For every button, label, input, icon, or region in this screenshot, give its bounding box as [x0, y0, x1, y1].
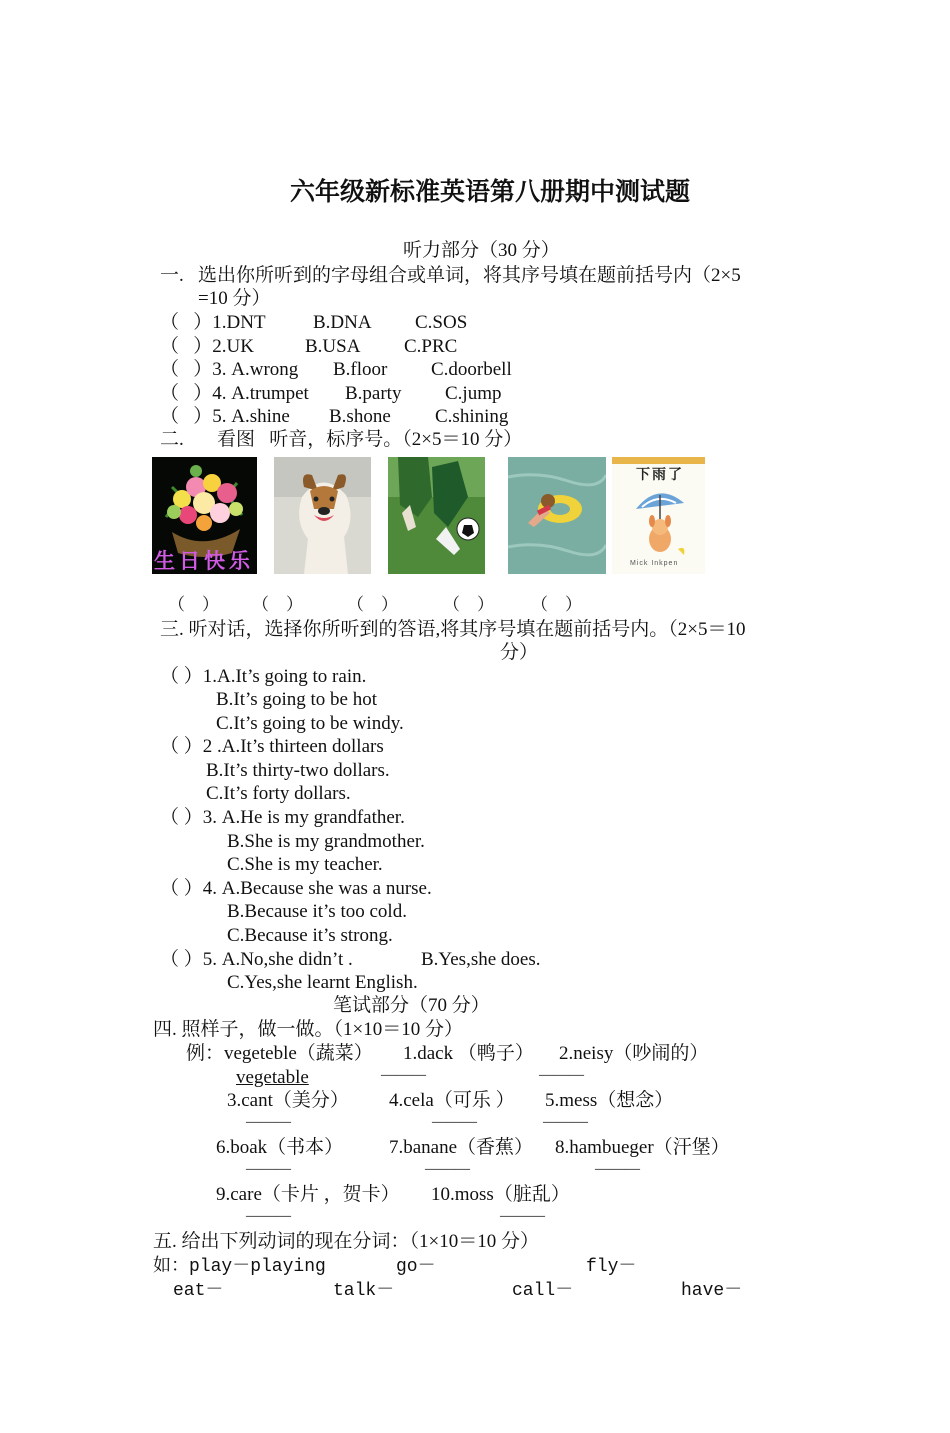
s4-word-7: 7.banane（香蕉） [389, 1137, 534, 1158]
s4-word-3: 3.cant（美分） [227, 1090, 349, 1111]
s4-word-10: 10.moss（脏乱） [431, 1184, 570, 1205]
rain-book-author: Mick Inkpen [630, 560, 679, 567]
section5-instruction: 五. 给出下列动词的现在分词：（1×10＝10 分） [153, 1231, 539, 1252]
s4-word-8: 8.hambueger（汗堡） [555, 1137, 730, 1158]
q1-b: B.It’s going to be hot [216, 689, 377, 710]
s5-fly[interactable]: fly－ [586, 1257, 637, 1277]
s4-word-4: 4.cela（可乐 ） [389, 1090, 515, 1111]
swimming-image [508, 457, 606, 574]
q4-a: （ ）4. A.Because she was a nurse. [160, 878, 432, 899]
q3-a: （ ）3. A.He is my grandfather. [160, 807, 405, 828]
s1-item-5-b: B.shone [329, 406, 391, 427]
section1-instruction: 一. 选出你所听到的字母组合或单词，将其序号填在题前括号内（2×5 [160, 265, 741, 286]
section2-instruction: 二. 看图 听音，标序号。（2×5＝10 分） [160, 429, 523, 450]
s1-item-3: （ ）3. A.wrong [160, 359, 299, 380]
s1-item-4-c: C.jump [445, 383, 502, 404]
s4-word-1: 1.dack （鸭子） [403, 1043, 534, 1064]
birthday-text: 生日快乐 [154, 549, 254, 573]
s1-item-2-c: C.PRC [404, 336, 458, 357]
s5-talk[interactable]: talk－ [333, 1281, 395, 1301]
s4-blank-10[interactable]: ——— [500, 1208, 545, 1224]
section3-instruction: 三. 听对话，选择你所听到的答语,将其序号填在题前括号内。（2×5＝10 [160, 619, 746, 640]
football-image [388, 457, 485, 574]
s1-item-1: （ ）1.DNT [160, 312, 266, 333]
s5-eat[interactable]: eat－ [173, 1281, 224, 1301]
birthday-flowers-image [152, 457, 257, 574]
s4-example-answer: vegetable [236, 1067, 309, 1088]
s1-item-3-b: B.floor [333, 359, 388, 380]
rain-book-image [612, 457, 705, 574]
picture-blank-3[interactable]: （ ） [347, 595, 398, 614]
dog-image [274, 457, 371, 574]
s4-blank-7[interactable]: ——— [425, 1161, 470, 1177]
s4-blank-5[interactable]: ——— [543, 1114, 588, 1130]
s4-example: 例：vegeteble（蔬菜） [186, 1043, 373, 1064]
s4-word-9: 9.care（卡片 ，贺卡） [216, 1184, 400, 1205]
q3-b: B.She is my grandmother. [227, 831, 425, 852]
s1-item-4-b: B.party [345, 383, 402, 404]
s4-blank-3[interactable]: ——— [246, 1114, 291, 1130]
q1-c: C.It’s going to be windy. [216, 713, 404, 734]
s5-have[interactable]: have－ [681, 1281, 743, 1301]
q2-b: B.It’s thirty-two dollars. [206, 760, 390, 781]
s4-word-2: 2.neisy（吵闹的） [559, 1043, 709, 1064]
s4-blank-4[interactable]: ——— [432, 1114, 477, 1130]
s5-example: 如：play－playing [153, 1257, 326, 1277]
q4-b: B.Because it’s too cold. [227, 901, 407, 922]
q5-c: C.Yes,she learnt English. [227, 972, 418, 993]
q2-a: （ ）2 .A.It’s thirteen dollars [160, 736, 384, 757]
picture-blank-2[interactable]: （ ） [252, 595, 303, 614]
s4-word-5: 5.mess（想念） [545, 1090, 674, 1111]
q2-c: C.It’s forty dollars. [206, 783, 351, 804]
s1-item-1-b: B.DNA [313, 312, 372, 333]
s4-word-6: 6.boak（书本） [216, 1137, 344, 1158]
picture-blank-5[interactable]: （ ） [531, 595, 582, 614]
picture-blank-1[interactable]: （ ） [168, 595, 219, 614]
s1-item-5: （ ）5. A.shine [160, 406, 290, 427]
s1-item-2: （ ）2.UK [160, 336, 254, 357]
section1-instruction-cont: =10 分） [198, 288, 271, 309]
s1-item-5-c: C.shining [435, 406, 509, 427]
s4-blank-1[interactable]: ——— [381, 1067, 426, 1083]
s1-item-1-c: C.SOS [415, 312, 468, 333]
s5-go[interactable]: go－ [396, 1257, 436, 1277]
q1-a: （ ）1.A.It’s going to rain. [160, 666, 367, 687]
section4-instruction: 四. 照样子，做一做。（1×10＝10 分） [153, 1019, 463, 1040]
s1-item-3-c: C.doorbell [431, 359, 512, 380]
q5-b: B.Yes,she does. [421, 949, 541, 970]
listening-header: 听力部分（30 分） [403, 240, 560, 261]
page-title: 六年级新标准英语第八册期中测试题 [289, 179, 690, 206]
s4-blank-8[interactable]: ——— [595, 1161, 640, 1177]
s1-item-4: （ ）4. A.trumpet [160, 383, 309, 404]
s4-blank-9[interactable]: ——— [246, 1208, 291, 1224]
s5-call[interactable]: call－ [512, 1281, 574, 1301]
s4-blank-6[interactable]: ——— [246, 1161, 291, 1177]
picture-blank-4[interactable]: （ ） [443, 595, 494, 614]
q5-a: （ ）5. A.No,she didn’t . [160, 949, 353, 970]
writing-header: 笔试部分（70 分） [333, 995, 490, 1016]
s4-blank-2[interactable]: ——— [539, 1067, 584, 1083]
section3-instruction-cont: 分） [500, 642, 539, 663]
s1-item-2-b: B.USA [305, 336, 361, 357]
q3-c: C.She is my teacher. [227, 854, 383, 875]
q4-c: C.Because it’s strong. [227, 925, 393, 946]
rain-book-title: 下雨了 [636, 467, 684, 483]
